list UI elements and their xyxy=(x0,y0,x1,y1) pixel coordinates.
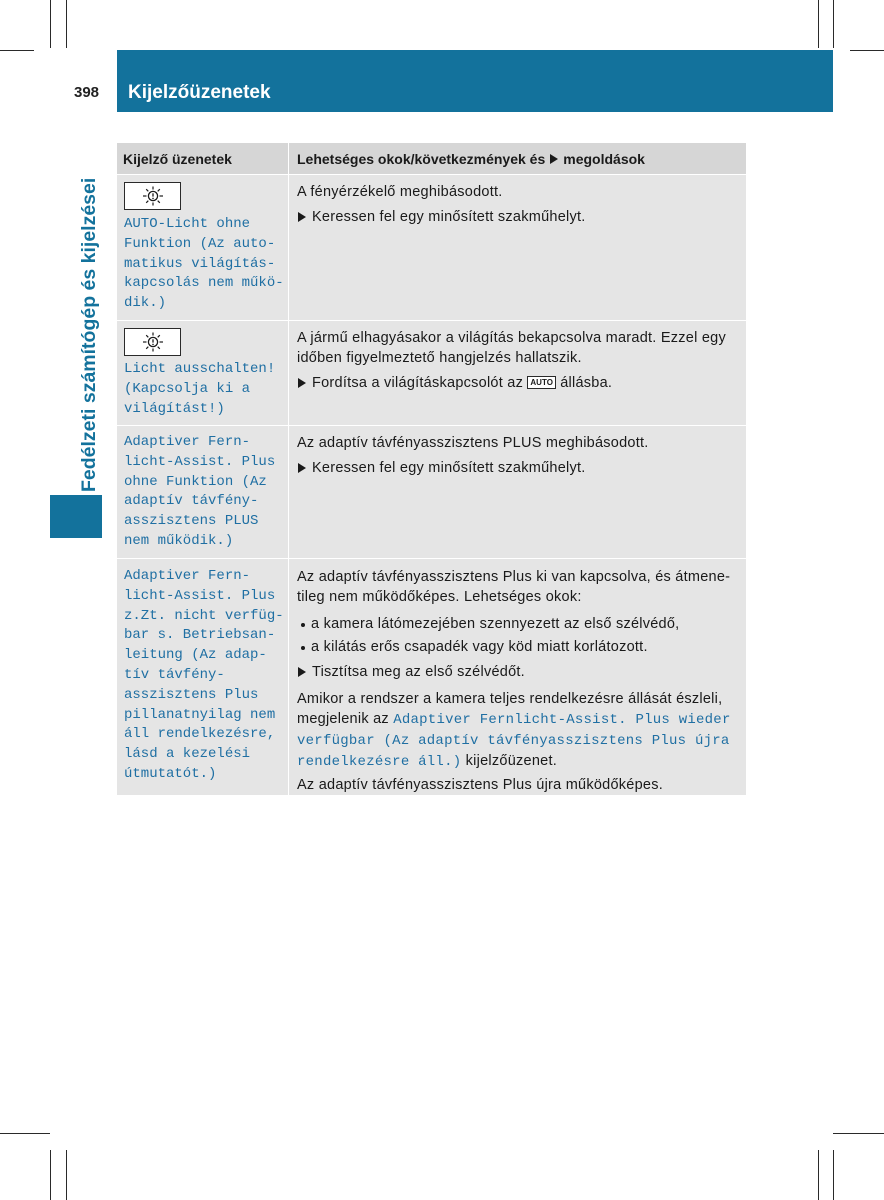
display-message-line: AUTO-Licht ohne xyxy=(124,216,251,232)
solution-cell xyxy=(289,426,746,558)
display-message-line: Adaptiver Fern- xyxy=(124,568,251,584)
result-text-fragment: kijelzőüzenet. xyxy=(465,753,558,769)
display-message-line: z.Zt. nicht verfüg- xyxy=(124,607,284,624)
cause-text xyxy=(297,567,746,607)
crop-mark xyxy=(833,1133,884,1134)
cause-line: A fényérzékelő meghibásodott. xyxy=(297,184,503,200)
cause-line: Az adaptív távfényasszisztens Plus ki van kapcsolva, és átmene- xyxy=(297,569,731,585)
result-text-fragment: megjelenik az xyxy=(297,711,389,727)
cause-line: A jármű elhagyásakor a világítás bekapcsolva maradt. Ezzel egy xyxy=(297,330,726,346)
display-message-inline: rendelkezésre áll.) xyxy=(297,754,462,770)
message-cell xyxy=(117,426,289,558)
action-text: Tisztítsa meg az első szélvédőt. xyxy=(312,664,525,680)
action-text: állásba. xyxy=(560,375,613,391)
display-message-line: kapcsolás nem műkö- xyxy=(124,275,284,292)
crop-mark xyxy=(0,50,34,51)
display-message-line: áll rendelkezésre, xyxy=(124,726,276,743)
crop-mark xyxy=(66,0,67,48)
crop-mark xyxy=(818,1150,819,1200)
display-message-line: licht-Assist. Plus xyxy=(124,453,276,470)
display-message-line: Adaptiver Fern- xyxy=(124,434,251,450)
crop-mark xyxy=(0,1133,50,1134)
display-message-line: adaptív távfény- xyxy=(124,493,259,510)
list-item: a kamera látómezejében szennyezett az első szélvédő, xyxy=(297,614,746,634)
message-cell xyxy=(117,559,289,795)
result-line: Amikor a rendszer a kamera teljes rendelkezésre állását észleli, xyxy=(297,691,723,707)
display-message-line: licht-Assist. Plus xyxy=(124,587,276,604)
display-message-line: asszisztens PLUS xyxy=(124,513,259,530)
column-header-messages: Kijelző üzenetek xyxy=(117,143,289,174)
display-message-line: Funktion (Az auto- xyxy=(124,235,276,252)
action-step xyxy=(297,662,746,682)
display-message-line: világítást!) xyxy=(124,400,225,417)
page-number: 398 xyxy=(74,84,100,101)
column-header-text: Lehetséges okok/következmények és xyxy=(297,150,546,167)
solution-cell xyxy=(289,321,746,425)
display-message-line: nem működik.) xyxy=(124,532,234,549)
solution-cell xyxy=(289,559,746,795)
display-message-line: matikus világítás- xyxy=(124,255,276,272)
crop-mark xyxy=(50,1150,51,1200)
display-message-line: tív távfény- xyxy=(124,666,225,683)
display-message-line: lásd a kezelési xyxy=(124,746,251,763)
display-message-line: dik.) xyxy=(124,295,167,312)
display-message-line: leitung (Az adap- xyxy=(124,647,267,664)
action-text: Keressen fel egy minősített szakműhelyt. xyxy=(312,209,586,225)
cause-text xyxy=(297,182,746,202)
cause-line: tileg nem működőképes. Lehetséges okok: xyxy=(297,589,582,605)
section-header-bar xyxy=(117,50,833,112)
table-row xyxy=(117,174,746,320)
table-row xyxy=(117,425,746,558)
cause-line: Az adaptív távfényasszisztens PLUS meghibásodott. xyxy=(297,435,649,451)
column-header-solutions xyxy=(289,143,746,174)
auto-switch-position-icon: AUTO xyxy=(527,376,556,389)
action-arrow-icon xyxy=(550,154,558,164)
display-message-line: útmutatót.) xyxy=(124,765,217,782)
cause-line: időben figyelmeztető hangjelzés hallatszik. xyxy=(297,350,582,366)
display-message-line: ohne Funktion (Az xyxy=(124,473,267,490)
action-arrow-icon xyxy=(298,378,306,388)
result-text xyxy=(297,689,746,772)
result-line xyxy=(297,709,746,730)
list-item: a kilátás erős csapadék vagy köd miatt korlátozott. xyxy=(297,637,746,657)
action-text: Keressen fel egy minősített szakműhelyt. xyxy=(312,460,586,476)
display-message-line: bar s. Betriebsan- xyxy=(124,627,276,644)
display-message-line: Licht ausschalten! xyxy=(124,361,276,377)
cause-text xyxy=(297,433,746,453)
final-status-text: Az adaptív távfényasszisztens Plus újra működőképes. xyxy=(297,777,664,793)
crop-mark xyxy=(50,0,51,48)
light-malfunction-icon xyxy=(124,328,181,356)
crop-mark xyxy=(818,0,819,48)
chapter-tab-marker xyxy=(50,495,102,538)
action-step xyxy=(297,373,746,393)
message-cell xyxy=(117,321,289,425)
solution-cell xyxy=(289,175,746,320)
action-step xyxy=(297,207,746,227)
message-cell xyxy=(117,175,289,320)
crop-mark xyxy=(850,50,884,51)
column-header-text: megoldások xyxy=(563,150,645,167)
crop-mark xyxy=(66,1150,67,1200)
crop-mark xyxy=(833,1150,834,1200)
table-row xyxy=(117,320,746,425)
action-step xyxy=(297,458,746,478)
chapter-side-tab: Fedélzeti számítógép és kijelzései xyxy=(78,177,100,492)
display-message-line: (Kapcsolja ki a xyxy=(124,380,251,397)
cause-text xyxy=(297,328,746,368)
messages-table xyxy=(117,143,746,795)
action-text: Fordítsa a világításkapcsolót az xyxy=(312,375,524,391)
display-message-inline: verfügbar (Az adaptív távfényasszisztens Plus újra xyxy=(297,733,730,749)
crop-mark xyxy=(833,0,834,48)
result-line xyxy=(297,751,746,772)
section-title: Kijelzőüzenetek xyxy=(128,82,271,103)
action-arrow-icon xyxy=(298,667,306,677)
display-message-inline: Adaptiver Fernlicht-Assist. Plus wieder xyxy=(393,712,731,728)
display-message-line: pillanatnyilag nem xyxy=(124,706,276,723)
action-arrow-icon xyxy=(298,212,306,222)
action-arrow-icon xyxy=(298,463,306,473)
table-header-row xyxy=(117,143,746,174)
display-message-line: asszisztens Plus xyxy=(124,686,259,703)
light-malfunction-icon xyxy=(124,182,181,210)
result-line xyxy=(297,730,746,751)
table-row xyxy=(117,558,746,795)
